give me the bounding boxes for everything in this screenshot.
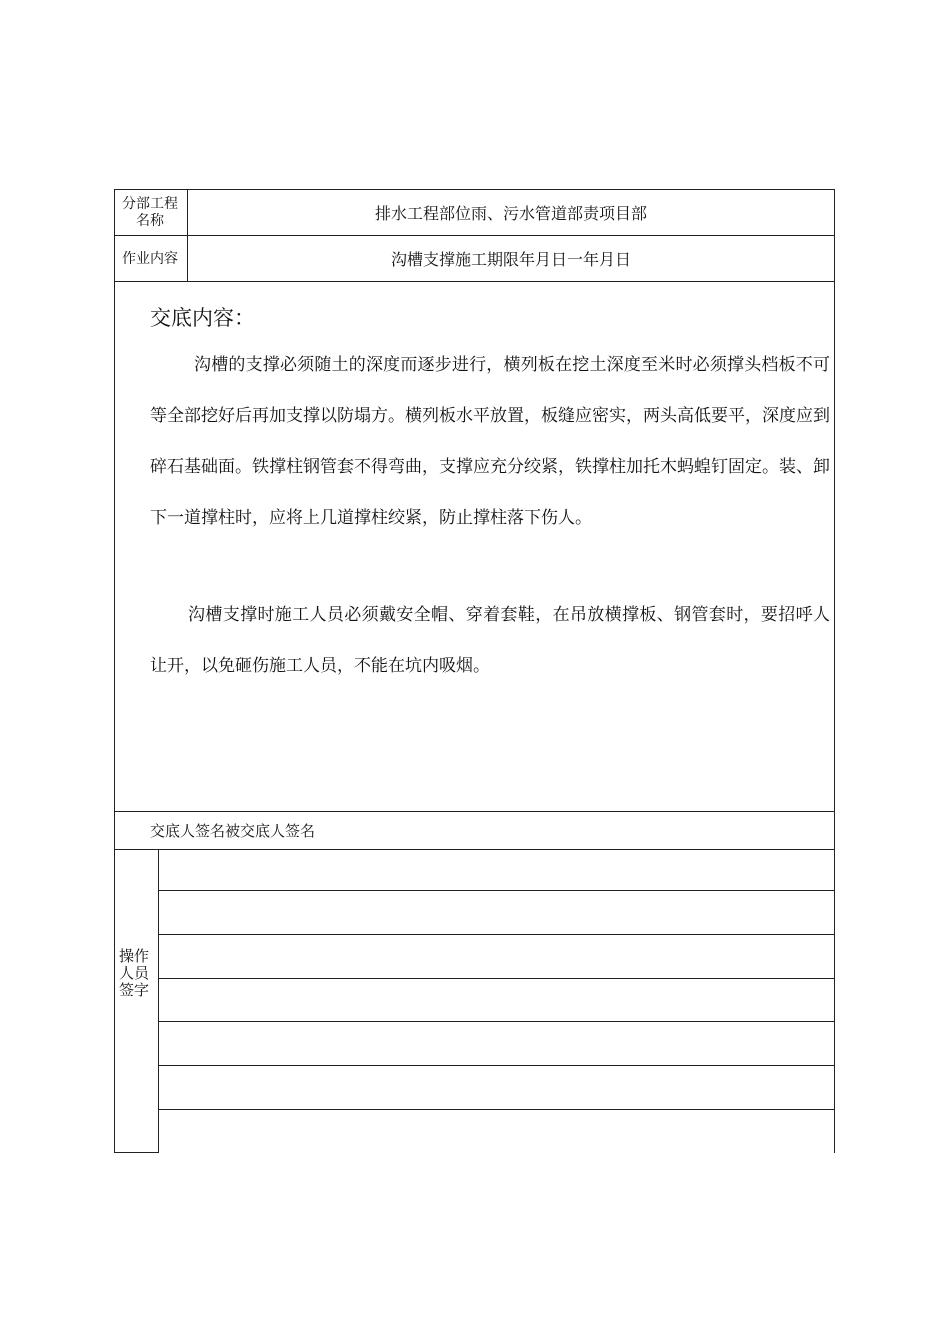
signature-slot-line-2 [158,934,835,935]
disclosure-paragraph-2: 沟槽支撑时施工人员必须戴安全帽、穿着套鞋，在吊放横撑板、钢管套时，要招呼人让开，以免砸伤施工人员，不能在坑内吸烟。 [150,605,830,676]
table-right-border [834,189,835,1153]
project-name-value: 排水工程部位雨、污水管道部责项目部 [374,204,647,223]
operators-signature-label: 操作人员签字 [118,947,149,999]
signature-slot-line-1 [158,890,835,891]
work-content-label: 作业内容 [122,250,178,267]
signature-slot-line-4 [158,1021,835,1022]
row-divider-3 [114,811,835,812]
row-divider-4 [114,849,835,850]
row-divider-2 [114,281,835,282]
operators-column-divider [158,849,159,1153]
signature-line: 交底人签名被交底人签名 [150,822,316,840]
disclosure-title: 交底内容： [150,306,255,330]
project-name-label: 分部工程名称 [122,196,178,229]
signature-slot-line-3 [158,978,835,979]
table-bottom-border-left [114,1152,158,1153]
work-content-value: 沟槽支撑施工期限年月日一年月日 [390,250,631,269]
table-left-border [114,189,115,1153]
signature-slot-line-5 [158,1065,835,1066]
disclosure-paragraph-1: 沟槽的支撑必须随土的深度而逐步进行，横列板在挖土深度至米时必须撑头档板不可等全部挖好后再加支撑以防塌方。横列板水平放置，板缝应密实，两头高低要平，深度应到碎石基础面。铁撑柱钢管套不得弯曲，支撑应充分绞紧，铁撑柱加托木蚂蝗钉固定。装、卸下一道撑柱时，应将上几道撑柱绞紧，防止撑柱落下伤人。 [150,355,830,528]
signature-slot-line-6 [158,1109,835,1110]
